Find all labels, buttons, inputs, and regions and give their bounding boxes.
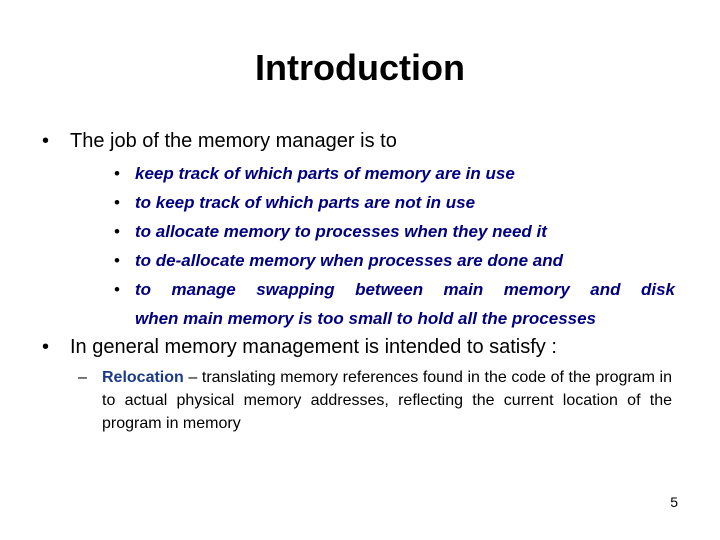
sub-bullet-item <box>114 159 714 188</box>
bullet-memory-manager-job <box>42 127 397 155</box>
page-number: 5 <box>670 494 678 510</box>
bullet-symbol: • <box>42 336 50 358</box>
bullet-memory-management <box>42 333 557 361</box>
sub-bullet-item <box>114 246 714 275</box>
sub-bullet-text: to allocate memory to processes when they need it <box>135 222 547 241</box>
bullet-symbol: • <box>42 130 50 152</box>
sub-bullet-continuation-text: when main memory is too small to hold all the processes <box>135 309 597 328</box>
sub-bullet-text: keep track of which parts of memory are in use <box>135 164 515 183</box>
sub-bullet-item <box>114 275 714 304</box>
sub-bullet-text: to manage swapping between main memory and disk <box>135 280 675 299</box>
dash-symbol: – <box>78 369 87 386</box>
relocation-item <box>78 366 672 435</box>
sub-bullet-item <box>114 217 714 246</box>
bullet-symbol: • <box>114 164 120 183</box>
bullet-symbol: • <box>114 280 120 299</box>
bullet-text: The job of the memory manager is to <box>70 130 397 152</box>
sub-bullet-item <box>114 188 714 217</box>
sub-bullet-text: to de-allocate memory when processes are done and <box>135 251 563 270</box>
relocation-description: – translating memory references found in the code of the program in to actual physical memory addresses, reflecting the current location of the program in memory <box>102 369 672 432</box>
bullet-text: In general memory management is intended to satisfy : <box>70 336 557 358</box>
sub-bullet-list <box>114 159 714 333</box>
sub-bullet-continuation <box>114 304 714 333</box>
sub-bullet-text: to keep track of which parts are not in use <box>135 193 476 212</box>
bullet-symbol: • <box>114 193 120 212</box>
relocation-keyword: Relocation <box>102 369 184 386</box>
bullet-symbol: • <box>114 222 120 241</box>
bullet-symbol: • <box>114 251 120 270</box>
slide-title: Introduction <box>255 47 465 88</box>
relocation-text <box>78 366 672 435</box>
